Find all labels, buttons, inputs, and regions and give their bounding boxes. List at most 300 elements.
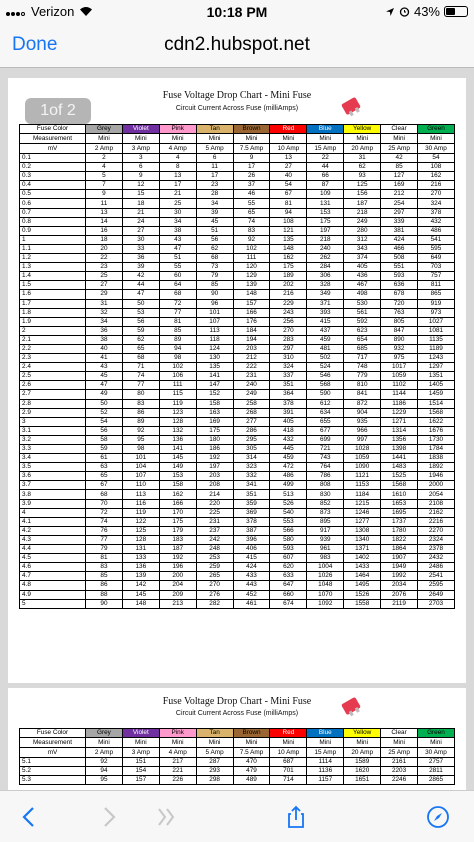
current-cell: 203 — [196, 472, 233, 481]
current-cell: 26 — [233, 172, 270, 181]
mv-label: mV — [20, 748, 86, 758]
fuse-color-cell: Yellow — [344, 729, 381, 738]
current-cell: 194 — [233, 335, 270, 344]
mv-cell: 4.6 — [20, 563, 86, 572]
fuse-rating-row — [20, 748, 455, 758]
fuse-type-cell: Mini — [381, 738, 418, 748]
current-cell: 805 — [381, 317, 418, 326]
current-cell: 406 — [233, 545, 270, 554]
current-cell: 169 — [196, 417, 233, 426]
table-row — [20, 199, 455, 208]
current-cell: 208 — [196, 481, 233, 490]
current-cell: 231 — [233, 372, 270, 381]
mv-cell: 4 — [20, 508, 86, 517]
current-cell: 50 — [86, 399, 123, 408]
mv-cell: 0.6 — [20, 199, 86, 208]
current-cell: 721 — [307, 445, 344, 454]
mv-cell: 2.8 — [20, 399, 86, 408]
fuse-color-cell: Green — [418, 125, 455, 134]
current-cell: 343 — [344, 244, 381, 253]
table-row — [20, 299, 455, 308]
current-cell: 568 — [307, 381, 344, 390]
fuse-type-cell: Mini — [307, 738, 344, 748]
current-cell: 108 — [418, 163, 455, 172]
current-cell: 1568 — [381, 481, 418, 490]
current-cell: 240 — [233, 381, 270, 390]
current-cell: 2757 — [418, 758, 455, 767]
current-cell: 58 — [86, 435, 123, 444]
table-row — [20, 508, 455, 517]
current-cell: 221 — [159, 767, 196, 776]
current-cell: 249 — [233, 390, 270, 399]
current-cell: 81 — [86, 554, 123, 563]
fuse-rating-cell: 5 Amp — [196, 144, 233, 154]
current-cell: 932 — [381, 344, 418, 353]
current-cell: 660 — [270, 590, 307, 599]
current-cell: 27 — [270, 163, 307, 172]
current-cell: 23 — [86, 263, 123, 272]
current-cell: 77 — [86, 535, 123, 544]
mv-cell: 3.2 — [20, 435, 86, 444]
table-row — [20, 190, 455, 199]
current-cell: 45 — [196, 217, 233, 226]
current-cell: 647 — [270, 581, 307, 590]
current-cell: 323 — [233, 463, 270, 472]
current-cell: 108 — [270, 217, 307, 226]
fuse-name-row — [20, 738, 455, 748]
fuse-type-cell: Mini — [159, 738, 196, 748]
fuse-type-cell: Mini — [381, 134, 418, 144]
table-row — [20, 263, 455, 272]
fuse-color-cell: Clear — [381, 729, 418, 738]
table-row — [20, 163, 455, 172]
current-cell: 2703 — [418, 599, 455, 608]
mv-cell: 2.6 — [20, 381, 86, 390]
current-cell: 351 — [270, 381, 307, 390]
fuse-type-cell: Mini — [86, 134, 123, 144]
current-cell: 101 — [196, 308, 233, 317]
current-cell: 437 — [307, 326, 344, 335]
current-cell: 13 — [159, 172, 196, 181]
current-cell: 4 — [86, 163, 123, 172]
current-cell: 98 — [159, 354, 196, 363]
fuse-rating-cell: 7.5 Amp — [233, 748, 270, 758]
current-cell: 17 — [159, 181, 196, 190]
table-row — [20, 545, 455, 554]
current-cell: 1589 — [344, 758, 381, 767]
current-cell: 1949 — [381, 563, 418, 572]
current-cell: 1651 — [344, 776, 381, 785]
current-cell: 1121 — [344, 472, 381, 481]
current-cell: 141 — [159, 445, 196, 454]
current-cell: 1526 — [344, 590, 381, 599]
table-row — [20, 481, 455, 490]
current-cell: 1184 — [344, 490, 381, 499]
mv-cell: 1.2 — [20, 254, 86, 263]
current-cell: 22 — [86, 254, 123, 263]
current-cell: 595 — [418, 244, 455, 253]
fuse-rating-cell: 20 Amp — [344, 144, 381, 154]
current-cell: 391 — [270, 408, 307, 417]
current-cell: 592 — [344, 317, 381, 326]
current-cell: 92 — [122, 426, 159, 435]
current-cell: 1946 — [418, 472, 455, 481]
current-cell: 1314 — [381, 426, 418, 435]
table-row — [20, 272, 455, 281]
fuse-rating-cell: 7.5 Amp — [233, 144, 270, 154]
current-cell: 162 — [270, 254, 307, 263]
current-cell: 43 — [86, 363, 123, 372]
mv-cell: 1.9 — [20, 317, 86, 326]
current-cell: 1026 — [307, 572, 344, 581]
current-cell: 189 — [270, 272, 307, 281]
current-cell: 699 — [307, 435, 344, 444]
current-cell: 1102 — [381, 381, 418, 390]
current-cell: 111 — [159, 381, 196, 390]
mv-cell: 1.7 — [20, 299, 86, 308]
current-cell: 65 — [86, 472, 123, 481]
current-cell: 116 — [122, 499, 159, 508]
mv-cell: 4.8 — [20, 581, 86, 590]
mv-cell: 0.5 — [20, 190, 86, 199]
current-cell: 258 — [233, 399, 270, 408]
current-cell: 86 — [122, 408, 159, 417]
current-cell: 124 — [196, 344, 233, 353]
table-row — [20, 217, 455, 226]
current-cell: 378 — [418, 208, 455, 217]
current-cell: 157 — [233, 299, 270, 308]
current-cell: 4 — [159, 154, 196, 163]
chart-subtitle-page2: Circuit Current Across Fuse (milliAmps) — [175, 710, 299, 717]
current-cell: 22 — [307, 154, 344, 163]
current-cell: 158 — [159, 481, 196, 490]
current-cell: 46 — [233, 190, 270, 199]
current-cell: 810 — [344, 381, 381, 390]
current-cell: 18 — [122, 199, 159, 208]
current-cell: 1081 — [418, 326, 455, 335]
current-cell: 14 — [86, 217, 123, 226]
document-viewer[interactable] — [0, 68, 474, 790]
current-cell: 378 — [233, 517, 270, 526]
current-cell: 1028 — [344, 445, 381, 454]
fuse-voltage-table-page2 — [19, 728, 455, 785]
current-cell: 714 — [270, 776, 307, 785]
table-row — [20, 526, 455, 535]
current-cell: 115 — [159, 390, 196, 399]
current-cell: 34 — [86, 317, 123, 326]
current-cell: 226 — [159, 776, 196, 785]
current-cell: 633 — [270, 572, 307, 581]
current-cell: 1622 — [418, 417, 455, 426]
current-cell: 13 — [270, 154, 307, 163]
current-cell: 192 — [196, 454, 233, 463]
fuse-rating-cell: 2 Amp — [86, 144, 123, 154]
current-cell: 184 — [233, 326, 270, 335]
table-row — [20, 572, 455, 581]
current-cell: 2076 — [381, 590, 418, 599]
current-cell: 459 — [270, 454, 307, 463]
current-cell: 337 — [270, 372, 307, 381]
current-cell: 1441 — [381, 454, 418, 463]
current-cell: 636 — [381, 281, 418, 290]
current-cell: 405 — [270, 417, 307, 426]
current-cell: 341 — [233, 481, 270, 490]
current-cell: 149 — [159, 463, 196, 472]
status-bar — [0, 0, 474, 24]
current-cell: 1992 — [381, 572, 418, 581]
current-cell: 77 — [122, 381, 159, 390]
current-cell: 32 — [86, 308, 123, 317]
current-cell: 125 — [122, 526, 159, 535]
current-cell: 62 — [344, 163, 381, 172]
current-cell: 102 — [159, 363, 196, 372]
table-row — [20, 563, 455, 572]
current-cell: 218 — [307, 235, 344, 244]
current-cell: 94 — [159, 344, 196, 353]
current-cell: 106 — [159, 372, 196, 381]
current-cell: 162 — [418, 172, 455, 181]
current-cell: 2541 — [418, 572, 455, 581]
current-cell: 283 — [270, 335, 307, 344]
mv-cell: 0.8 — [20, 217, 86, 226]
table-row — [20, 417, 455, 426]
mv-cell: 1.6 — [20, 290, 86, 299]
current-cell: 1907 — [381, 554, 418, 563]
current-cell: 6 — [122, 163, 159, 172]
table-row — [20, 758, 455, 767]
current-cell: 975 — [381, 354, 418, 363]
fuse-rating-cell: 25 Amp — [381, 144, 418, 154]
mv-cell: 0.4 — [20, 181, 86, 190]
current-cell: 212 — [233, 354, 270, 363]
current-cell: 786 — [307, 472, 344, 481]
mv-cell: 1 — [20, 235, 86, 244]
current-cell: 472 — [270, 463, 307, 472]
mv-cell: 4.3 — [20, 535, 86, 544]
current-cell: 132 — [159, 426, 196, 435]
current-cell: 98 — [122, 445, 159, 454]
back-icon[interactable] — [18, 805, 42, 829]
current-cell: 541 — [418, 235, 455, 244]
current-cell: 27 — [86, 281, 123, 290]
current-cell: 1695 — [381, 508, 418, 517]
current-cell: 9 — [86, 190, 123, 199]
table-row — [20, 426, 455, 435]
current-cell: 179 — [159, 526, 196, 535]
current-cell: 64 — [159, 281, 196, 290]
current-cell: 2270 — [418, 526, 455, 535]
current-cell: 77 — [159, 308, 196, 317]
current-cell: 248 — [196, 545, 233, 554]
table-row — [20, 390, 455, 399]
current-cell: 351 — [233, 490, 270, 499]
current-cell: 92 — [233, 235, 270, 244]
mv-cell: 2.3 — [20, 354, 86, 363]
current-cell: 2034 — [381, 581, 418, 590]
current-cell: 276 — [196, 590, 233, 599]
mv-cell: 5.2 — [20, 767, 86, 776]
current-cell: 634 — [307, 408, 344, 417]
table-row — [20, 290, 455, 299]
current-cell: 33 — [122, 244, 159, 253]
current-cell: 169 — [381, 181, 418, 190]
table-row — [20, 435, 455, 444]
current-cell: 580 — [270, 535, 307, 544]
current-cell: 133 — [122, 554, 159, 563]
mv-cell: 3.6 — [20, 472, 86, 481]
current-cell: 1402 — [344, 554, 381, 563]
mv-cell: 0.9 — [20, 226, 86, 235]
current-cell: 349 — [307, 290, 344, 299]
current-cell: 540 — [270, 508, 307, 517]
mv-cell: 4.1 — [20, 517, 86, 526]
current-cell: 45 — [86, 372, 123, 381]
current-cell: 467 — [344, 281, 381, 290]
current-cell: 2216 — [418, 517, 455, 526]
current-cell: 59 — [86, 445, 123, 454]
mv-label: mV — [20, 144, 86, 154]
current-cell: 415 — [233, 554, 270, 563]
current-cell: 293 — [196, 767, 233, 776]
current-cell: 2119 — [381, 599, 418, 608]
current-cell: 74 — [86, 517, 123, 526]
current-cell: 678 — [381, 290, 418, 299]
current-cell: 113 — [196, 326, 233, 335]
current-cell: 424 — [381, 235, 418, 244]
current-cell: 593 — [270, 545, 307, 554]
current-cell: 55 — [159, 263, 196, 272]
share-icon[interactable] — [284, 805, 308, 829]
current-cell: 95 — [122, 435, 159, 444]
current-cell: 748 — [344, 363, 381, 372]
table-row — [20, 767, 455, 776]
mv-cell: 2.4 — [20, 363, 86, 372]
current-cell: 502 — [307, 354, 344, 363]
current-cell: 63 — [86, 463, 123, 472]
current-cell: 30 — [159, 208, 196, 217]
current-cell: 1514 — [418, 399, 455, 408]
current-cell: 176 — [233, 317, 270, 326]
mv-cell: 3.3 — [20, 445, 86, 454]
mv-cell: 4.9 — [20, 590, 86, 599]
current-cell: 136 — [122, 563, 159, 572]
current-cell: 94 — [86, 767, 123, 776]
current-cell: 79 — [196, 272, 233, 281]
current-cell: 89 — [122, 417, 159, 426]
fuse-rating-cell: 4 Amp — [159, 748, 196, 758]
current-cell: 55 — [233, 199, 270, 208]
current-cell: 466 — [381, 244, 418, 253]
current-cell: 216 — [418, 181, 455, 190]
current-cell: 9 — [122, 172, 159, 181]
current-cell: 939 — [307, 535, 344, 544]
current-cell: 1822 — [381, 535, 418, 544]
current-cell: 1271 — [381, 417, 418, 426]
current-cell: 95 — [86, 776, 123, 785]
current-cell: 56 — [86, 426, 123, 435]
current-cell: 148 — [270, 244, 307, 253]
current-cell: 180 — [196, 435, 233, 444]
current-cell: 242 — [196, 535, 233, 544]
fuse-rating-cell: 4 Amp — [159, 144, 196, 154]
current-cell: 1059 — [344, 454, 381, 463]
current-cell: 39 — [196, 208, 233, 217]
current-cell: 56 — [122, 317, 159, 326]
fuse-rating-cell: 20 Amp — [344, 748, 381, 758]
fuse-voltage-table — [19, 124, 455, 609]
current-cell: 1308 — [344, 526, 381, 535]
current-cell: 499 — [270, 481, 307, 490]
current-cell: 470 — [233, 758, 270, 767]
current-cell: 654 — [344, 335, 381, 344]
reader-icon[interactable] — [154, 805, 178, 829]
mv-cell: 5 — [20, 599, 86, 608]
current-cell: 1027 — [418, 317, 455, 326]
table-row — [20, 399, 455, 408]
current-cell: 1048 — [307, 581, 344, 590]
current-cell: 498 — [344, 290, 381, 299]
current-cell: 113 — [122, 490, 159, 499]
current-cell: 2324 — [418, 535, 455, 544]
current-cell: 222 — [233, 363, 270, 372]
current-cell: 88 — [86, 590, 123, 599]
current-cell: 52 — [86, 408, 123, 417]
current-cell: 37 — [233, 181, 270, 190]
current-cell: 186 — [196, 445, 233, 454]
current-cell: 66 — [307, 172, 344, 181]
done-button[interactable]: Done — [12, 34, 58, 55]
forward-icon[interactable] — [96, 805, 120, 829]
table-row — [20, 335, 455, 344]
current-cell: 21 — [122, 208, 159, 217]
current-cell: 204 — [159, 581, 196, 590]
current-cell: 87 — [307, 181, 344, 190]
current-cell: 306 — [307, 272, 344, 281]
current-cell: 405 — [344, 263, 381, 272]
current-cell: 513 — [270, 490, 307, 499]
compass-icon[interactable] — [426, 805, 450, 829]
current-cell: 89 — [159, 335, 196, 344]
table-row — [20, 776, 455, 785]
current-cell: 76 — [86, 526, 123, 535]
current-cell: 1356 — [381, 435, 418, 444]
chart-title: Fuse Voltage Drop Chart - Mini Fuse — [162, 90, 312, 101]
bottom-toolbar — [0, 790, 474, 842]
current-cell: 50 — [122, 299, 159, 308]
current-cell: 284 — [307, 263, 344, 272]
fuse-color-label: Fuse Color — [20, 125, 86, 134]
current-cell: 461 — [233, 599, 270, 608]
current-cell: 2486 — [418, 563, 455, 572]
current-cell: 212 — [381, 190, 418, 199]
current-cell: 259 — [196, 563, 233, 572]
current-cell: 256 — [270, 317, 307, 326]
current-cell: 153 — [307, 208, 344, 217]
current-cell: 305 — [233, 445, 270, 454]
current-cell: 593 — [381, 272, 418, 281]
current-cell: 38 — [159, 226, 196, 235]
current-cell: 486 — [270, 472, 307, 481]
current-cell: 1864 — [381, 545, 418, 554]
current-cell: 131 — [307, 199, 344, 208]
current-cell: 73 — [196, 263, 233, 272]
current-cell: 612 — [307, 399, 344, 408]
current-cell: 85 — [381, 163, 418, 172]
current-cell: 183 — [159, 535, 196, 544]
table-row — [20, 244, 455, 253]
alarm-icon — [399, 6, 410, 17]
current-cell: 2203 — [381, 767, 418, 776]
